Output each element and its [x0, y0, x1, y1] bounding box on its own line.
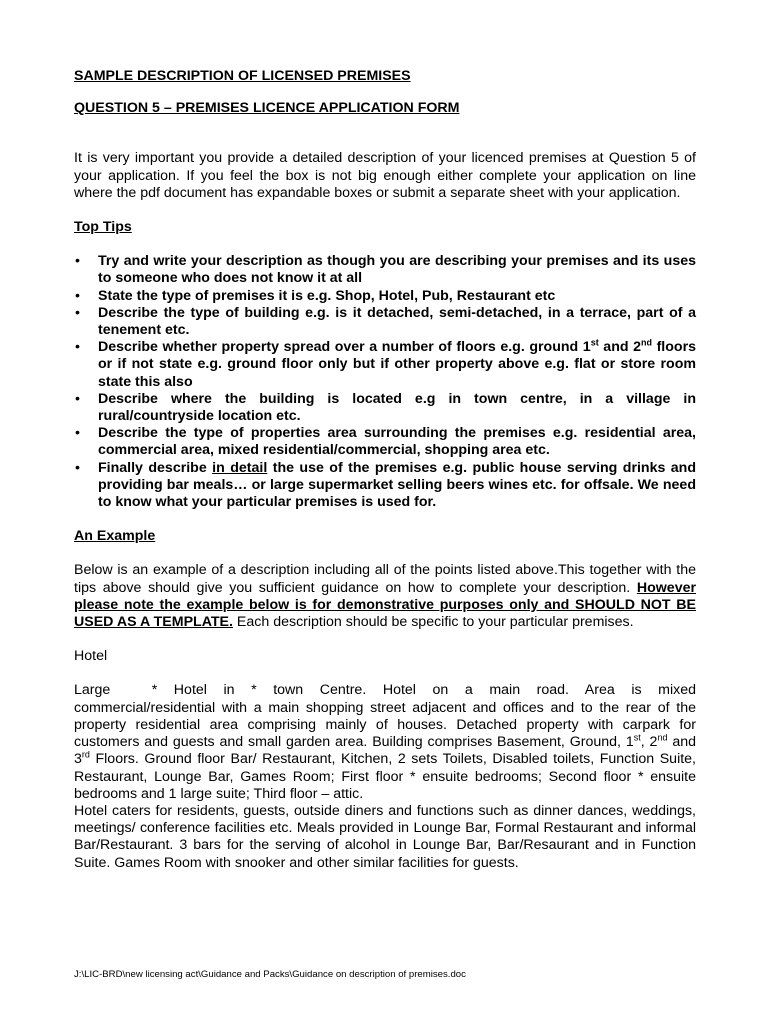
intro-paragraph: It is very important you provide a detailed description of your licenced premises at Question 5 of your application. If you feel the box is not big enough either complete your application on line where the pdf document has expandable boxes or submit a separate sheet with your application. [74, 150, 696, 201]
bullet-icon: • [75, 390, 80, 407]
document-page [74, 68, 700, 872]
document-title: SAMPLE DESCRIPTION OF LICENSED PREMISES [74, 68, 411, 84]
hotel-text: Large * Hotel in * town Centre. Hotel on a main road. Area is mixed commercial/residential with a main shopping street adjacent and offices and to the rear of the property residential area comprising mainly of houses. Detached property with carpark for customers and guests and small garden area. Building comprises Basement, Ground, 1 [74, 682, 700, 751]
list-item [74, 339, 696, 391]
bullet-icon: • [75, 304, 80, 321]
bullet-icon: • [75, 425, 80, 442]
example-heading: An Example [74, 528, 156, 545]
tips-list [74, 253, 696, 511]
file-path-footer: J:\LIC-BRD\new licensing act\Guidance and Packs\Guidance on description of premises.doc [74, 969, 466, 980]
hotel-description [74, 682, 700, 802]
top-tips-heading: Top Tips [74, 219, 132, 236]
hotel-label: Hotel [74, 648, 108, 665]
superscript: nd [657, 732, 668, 743]
list-item [74, 305, 696, 339]
tip-text: and 2 [598, 339, 641, 356]
list-item [74, 391, 696, 425]
tip-text: State the type of premises it is e.g. Shop, Hotel, Pub, Restaurant etc [98, 287, 556, 304]
hotel-services-paragraph: Hotel caters for residents, guests, outside diners and functions such as dinner dances, weddings, meetings/ conference facilities etc. Meals provided in Lounge Bar, Formal Restaurant and informal Bar/Restaurant. 3 bars for the serving of alcohol in Lounge Bar, Bar/Resaurant and in Function Suite. Games Room with snooker and other similar facilities for guests. [74, 802, 696, 871]
bullet-icon: • [75, 287, 80, 304]
template-warning: However please note the example below is for demonstrative purposes only and SHOULD NOT BE USED AS A TEMPLATE. [74, 579, 696, 631]
superscript: nd [641, 337, 652, 348]
superscript: st [633, 732, 641, 743]
bullet-icon: • [75, 253, 80, 270]
tip-text: Describe the type of building e.g. is it detached, semi-detached, in a terrace, part of a tenement etc. [98, 304, 696, 339]
tip-text: the use of the premises e.g. public house serving drinks and providing bar meals… or large supermarket selling beers wines etc. for offsale. We need to know what your particular premises is used for. [98, 459, 697, 511]
document-subtitle: QUESTION 5 – PREMISES LICENCE APPLICATION FORM [74, 100, 460, 117]
tip-text: Finally describe [98, 459, 213, 476]
tip-text: floors or if not state e.g. ground floor only but if other property above e.g. flat or store room state this also [98, 339, 696, 390]
tip-text: Describe where the building is located e.g in town centre, in a village in rural/countryside location etc. [98, 390, 696, 425]
list-item [74, 253, 696, 287]
superscript: st [590, 337, 599, 348]
example-intro-text: Each description should be specific to your particular premises. [232, 614, 634, 631]
bullet-icon: • [75, 459, 80, 476]
tip-text: Try and write your description as though you are describing your premises and its uses to someone who does not know it at all [98, 253, 696, 287]
hotel-text: and 3 [74, 734, 696, 768]
list-item [74, 460, 696, 512]
example-intro-text: Below is an example of a description including all of the points listed above.This together with the tips above should give you sufficient guidance on how to complete your description. [74, 562, 696, 596]
tip-text: Describe the type of properties area surrounding the premises e.g. residential area, commercial area, mixed residential/commercial, shopping area etc. [98, 425, 696, 459]
bullet-icon: • [75, 339, 80, 356]
list-item [74, 425, 696, 459]
tip-text: Describe whether property spread over a number of floors e.g. ground 1 [98, 339, 591, 356]
list-item [74, 288, 696, 305]
example-intro-paragraph [74, 562, 696, 631]
superscript: rd [81, 749, 90, 760]
hotel-text: Floors. Ground floor Bar/ Restaurant, Kitchen, 2 sets Toilets, Disabled toilets, Function Suite, Restaurant, Lounge Bar, Games Room; First floor * ensuite bedrooms; Second floor * ensuite bedrooms and 1 large suite; Third floor – attic. [74, 751, 696, 802]
emphasis-text: in detail [212, 459, 268, 476]
hotel-text: , 2 [640, 734, 658, 751]
